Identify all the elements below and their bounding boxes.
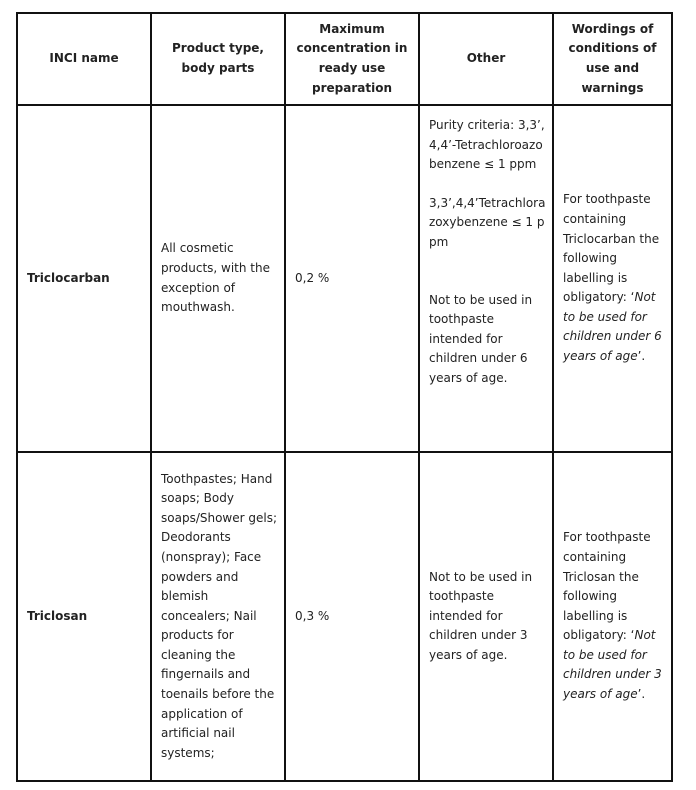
cell-max-concentration: 0,2 % [285, 105, 419, 452]
header-product-type: Product type, body parts [151, 13, 285, 105]
wording-end: ’. [637, 687, 646, 702]
header-row [17, 13, 672, 105]
header-inci-name: INCI name [17, 13, 151, 105]
wording-text: For toothpaste containing Triclocarban the following labelling is obligatory: ‘ [563, 192, 660, 305]
purity-criteria-2: 3,3’,4,4’Tetrachlorazoxybenzene ≤ 1 ppm [429, 195, 546, 249]
wording-warning: Not to be used for children under 3 years of age [563, 628, 662, 702]
cell-product-type: All cosmetic products, with the exception of mouthwash. [151, 105, 285, 452]
purity-criteria: Purity criteria: 3,3’,4,4’-Tetrachloroazobenzene ≤ 1 ppm [429, 118, 545, 172]
cell-max-concentration: 0,3 % [285, 452, 419, 781]
header-other: Other [419, 13, 553, 105]
regulation-table [16, 12, 673, 782]
table-row-triclocarban [17, 105, 672, 452]
wording-text: For toothpaste containing Triclosan the following labelling is obligatory: ‘ [563, 530, 651, 643]
cell-inci-name: Triclosan [17, 452, 151, 781]
usage-restriction: Not to be used in toothpaste intended for children under 6 years of age. [429, 292, 533, 385]
table-row-triclosan [17, 452, 672, 781]
cell-wordings [553, 105, 672, 452]
wording-warning: Not to be used for children under 6 years of age [563, 290, 662, 364]
cell-product-type: Toothpastes; Hand soaps; Body soaps/Shower gels; Deodorants (nonspray); Face powders and blemish concealers; Nail products for cleaning the fingernails and toenails before the application of artificial nail systems; [151, 452, 285, 781]
cell-other [419, 105, 553, 452]
wording-end: ’. [637, 349, 646, 364]
cell-wordings [553, 452, 672, 781]
cell-inci-name: Triclocarban [17, 105, 151, 452]
header-wordings: Wordings of conditions of use and warnings [553, 13, 672, 105]
header-max-concentration: Maximum concentration in ready use preparation [285, 13, 419, 105]
cell-other: Not to be used in toothpaste intended for children under 3 years of age. [419, 452, 553, 781]
